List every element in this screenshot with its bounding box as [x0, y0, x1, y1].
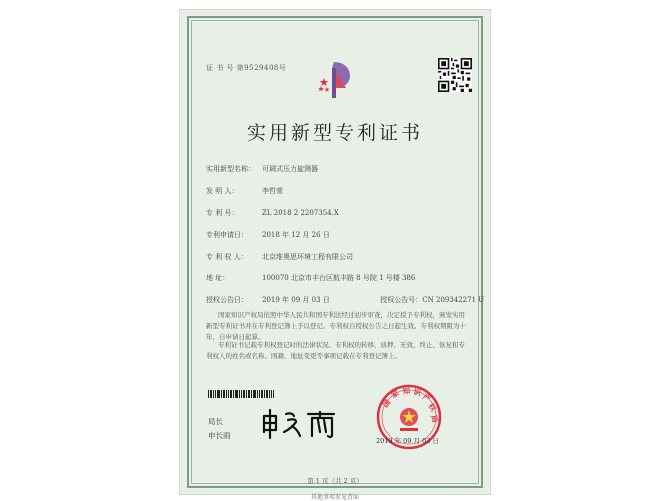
field-value: 2018 年 12 月 26 日 — [262, 231, 330, 239]
qr-code — [438, 58, 472, 92]
barcode — [208, 390, 274, 398]
field-label: 地 址： — [206, 274, 230, 282]
grant-number-value: CN 209342271 U — [422, 296, 485, 304]
certificate-sheet — [180, 10, 490, 501]
svg-text:权: 权 — [426, 401, 439, 414]
field-utility-model-name — [206, 164, 318, 174]
svg-text:知: 知 — [402, 386, 411, 396]
certificate-number: 证 书 号 第9529408号 — [206, 64, 287, 72]
field-value: 可调式压力旋测器 — [262, 165, 318, 173]
svg-text:识: 识 — [412, 387, 422, 398]
grant-paragraph: 国家知识产权局依照中华人民共和国专利法经过初步审查，决定授予专利权，颁发实用新型专利证书并在专利登记簿上予以登记。专利权自授权公告之日起生效。专利权期限为十年，自申请日起算。 — [206, 311, 466, 341]
grant-statement — [206, 310, 468, 343]
legal-status-statement — [206, 340, 468, 362]
legal-paragraph: 专利证书记载专利权登记时的法律状况。专利权的转移、质押、无效、终止、恢复和专利权人的姓名或名称、国籍、地址变更等事项记载在专利登记簿上。 — [206, 341, 465, 360]
certificate-title: 实用新型专利证书 — [246, 122, 423, 144]
field-label: 实用新型名称： — [206, 165, 255, 173]
grant-date-label: 授权公告日： — [206, 296, 248, 304]
field-patent-number — [206, 208, 339, 218]
svg-text:局: 局 — [429, 413, 440, 424]
field-grant — [206, 295, 484, 305]
field-inventor — [206, 186, 283, 196]
field-label: 专 利 权 人： — [206, 253, 248, 261]
director-title: 局长 — [208, 417, 223, 426]
seal-date: 2019 年 09 月 03 日 — [376, 437, 439, 445]
grant-number-label: 授权公告号： — [380, 296, 423, 304]
field-value: 李哲萱 — [262, 187, 283, 195]
page-indicator: 第 1 页（共 2 页） — [307, 477, 363, 485]
field-address — [206, 273, 415, 283]
field-application-date — [206, 230, 330, 240]
svg-text:国: 国 — [380, 397, 393, 410]
cnipa-logo-icon — [314, 58, 358, 102]
field-value: 北京维奥思环境工程有限公司 — [262, 253, 353, 261]
svg-text:产: 产 — [420, 392, 433, 404]
footer-note: 其他事项参见背面 — [310, 494, 359, 501]
svg-text:家: 家 — [389, 388, 401, 400]
field-label: 专 利 号： — [206, 209, 239, 217]
field-value: 100070 北京市丰台区航丰路 8 号院 1 号楼 386 — [262, 274, 416, 282]
field-value: ZL 2018 2 2207354.X — [262, 209, 339, 217]
director-name: 申长雨 — [208, 431, 231, 440]
director-signature — [258, 406, 348, 440]
field-patentee — [206, 252, 353, 262]
field-label: 发 明 人： — [206, 187, 239, 195]
grant-date-value: 2019 年 09 月 03 日 — [262, 296, 330, 304]
field-label: 专利申请日： — [206, 231, 248, 239]
